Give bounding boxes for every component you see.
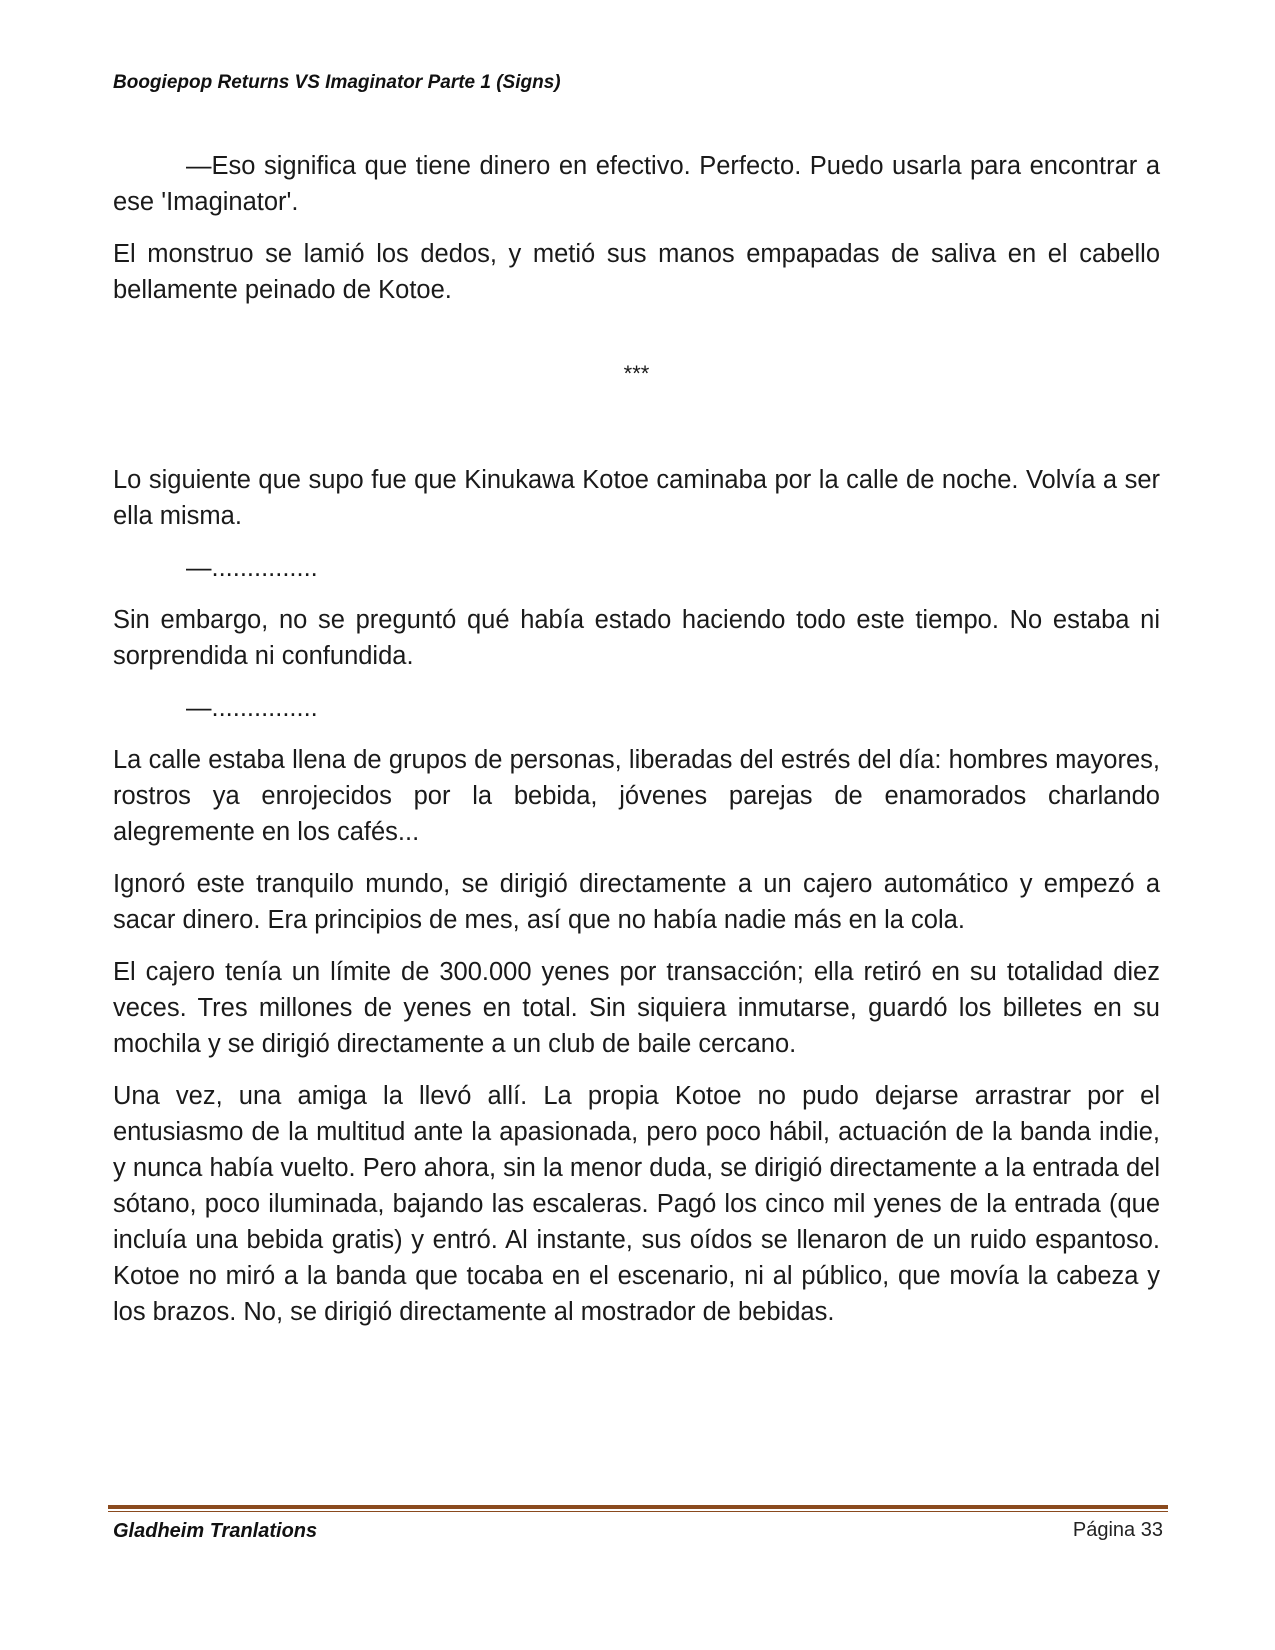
footer-rule-thick xyxy=(108,1505,1168,1509)
page-label: Página xyxy=(1072,1519,1136,1541)
paragraph-2: El monstruo se lamió los dedos, y metió sus manos empapadas de saliva en el cabello bellamente peinado de Kotoe. xyxy=(113,240,1160,304)
body-text xyxy=(113,148,1160,1346)
running-header: Boogiepop Returns VS Imaginator Parte 1 (Signs) xyxy=(113,72,561,93)
dialogue-ellipsis-1: —............... xyxy=(186,554,318,582)
footer-publisher: Gladheim Tranlations xyxy=(113,1520,318,1542)
dialogue-ellipsis-2: —............... xyxy=(186,694,318,722)
footer-rule-thin xyxy=(108,1511,1168,1512)
paragraph-6: Ignoró este tranquilo mundo, se dirigió directamente a un cajero automático y empezó a sacar dinero. Era principios de mes, así que no había nadie más en la cola. xyxy=(113,870,1160,934)
paragraph-8: Una vez, una amiga la llevó allí. La propia Kotoe no pudo dejarse arrastrar por el entusiasmo de la multitud ante la apasionada, pero poco hábil, actuación de la banda indie, y nunca había vuelto. Pero ahora, sin la menor duda, se dirigió directamente a la entrada del sótano, poco iluminada, bajando las escaleras. Pagó los cinco mil yenes de la entrada (que incluía una bebida gratis) y entró. Al instante, sus oídos se llenaron de un ruido espantoso. Kotoe no miró a la banda que tocaba en el escenario, ni al público, que movía la cabeza y los brazos. No, se dirigió directamente al mostrador de bebidas. xyxy=(113,1082,1160,1326)
page-number-value: 33 xyxy=(1140,1519,1163,1541)
paragraph-3: Lo siguiente que supo fue que Kinukawa Kotoe caminaba por la calle de noche. Volvía a ser ella misma. xyxy=(113,466,1160,530)
paragraph-1: —Eso significa que tiene dinero en efectivo. Perfecto. Puedo usarla para encontrar a ese 'Imaginator'. xyxy=(113,152,1160,216)
paragraph-7: El cajero tenía un límite de 300.000 yenes por transacción; ella retiró en su totalidad diez veces. Tres millones de yenes en total. Sin siquiera inmutarse, guardó los billetes en su mochila y se dirigió directamente a un club de baile cercano. xyxy=(113,958,1160,1058)
paragraph-5: La calle estaba llena de grupos de personas, liberadas del estrés del día: hombres mayores, rostros ya enrojecidos por la bebida, jóvenes parejas de enamorados charlando alegremente en los cafés... xyxy=(113,746,1160,846)
page-number xyxy=(1073,1519,1163,1542)
scene-separator: *** xyxy=(623,361,650,386)
paragraph-4: Sin embargo, no se preguntó qué había estado haciendo todo este tiempo. No estaba ni sorprendida ni confundida. xyxy=(113,606,1160,670)
